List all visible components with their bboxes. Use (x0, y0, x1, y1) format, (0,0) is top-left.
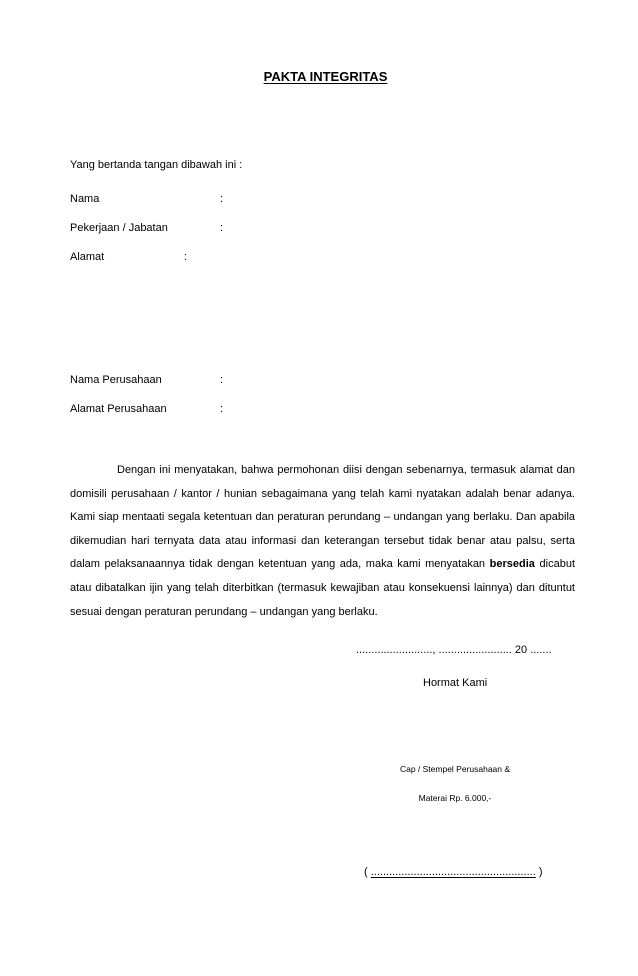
field-colon-nama: : (220, 193, 224, 205)
field-colon-alamat: : (184, 251, 188, 263)
field-label-nama-perusahaan: Nama Perusahaan (70, 374, 162, 386)
stamp-text-line2: Materai Rp. 6.000,- (418, 793, 492, 803)
stamp-text-line1: Cap / Stempel Perusahaan & (399, 764, 511, 774)
field-label-pekerjaan: Pekerjaan / Jabatan (70, 222, 168, 234)
intro-text: Yang bertanda tangan dibawah ini : (70, 159, 243, 171)
signature-close-paren: ) (538, 866, 543, 878)
statement-part2: dicabut atau dibatalkan ijin yang telah diterbitkan (termasuk kewajiban atau konsekuensi lainnya) dan dituntut sesuai dengan peraturan perundang – undangan yang berlaku. (70, 558, 576, 618)
statement-bold-word: bersedia (489, 558, 535, 571)
place-date-line: ........................., ........................ 20 ....... (356, 644, 552, 656)
field-colon-alamat-perusahaan: : (220, 403, 224, 415)
document-title: PAKTA INTEGRITAS (263, 69, 388, 84)
field-colon-nama-perusahaan: : (220, 374, 224, 386)
field-label-alamat: Alamat (70, 251, 105, 263)
signature-name-line (364, 866, 543, 878)
field-label-alamat-perusahaan: Alamat Perusahaan (70, 403, 167, 415)
field-label-nama: Nama (70, 193, 100, 205)
signature-open-paren: ( (364, 866, 368, 878)
signature-blank: ...................................................... (370, 866, 536, 878)
field-colon-pekerjaan: : (220, 222, 224, 234)
closing-text: Hormat Kami (423, 677, 488, 689)
statement-part1: Dengan ini menyatakan, bahwa permohonan diisi dengan sebenarnya, termasuk alamat dan domisili perusahaan / kantor / hunian sebagaimana yang telah kami nyatakan adalah benar adanya. Kami siap mentaati segala ketentuan dan peraturan perundang – undangan yang berlaku. Dan apabila dikemudian hari ternyata data atau informasi dan keterangan tersebut tidak benar atau palsu, serta dalam pelaksanaannya tidak dengan ketentuan yang ada, maka kami menyatakan (70, 464, 575, 571)
statement-paragraph (70, 459, 575, 624)
